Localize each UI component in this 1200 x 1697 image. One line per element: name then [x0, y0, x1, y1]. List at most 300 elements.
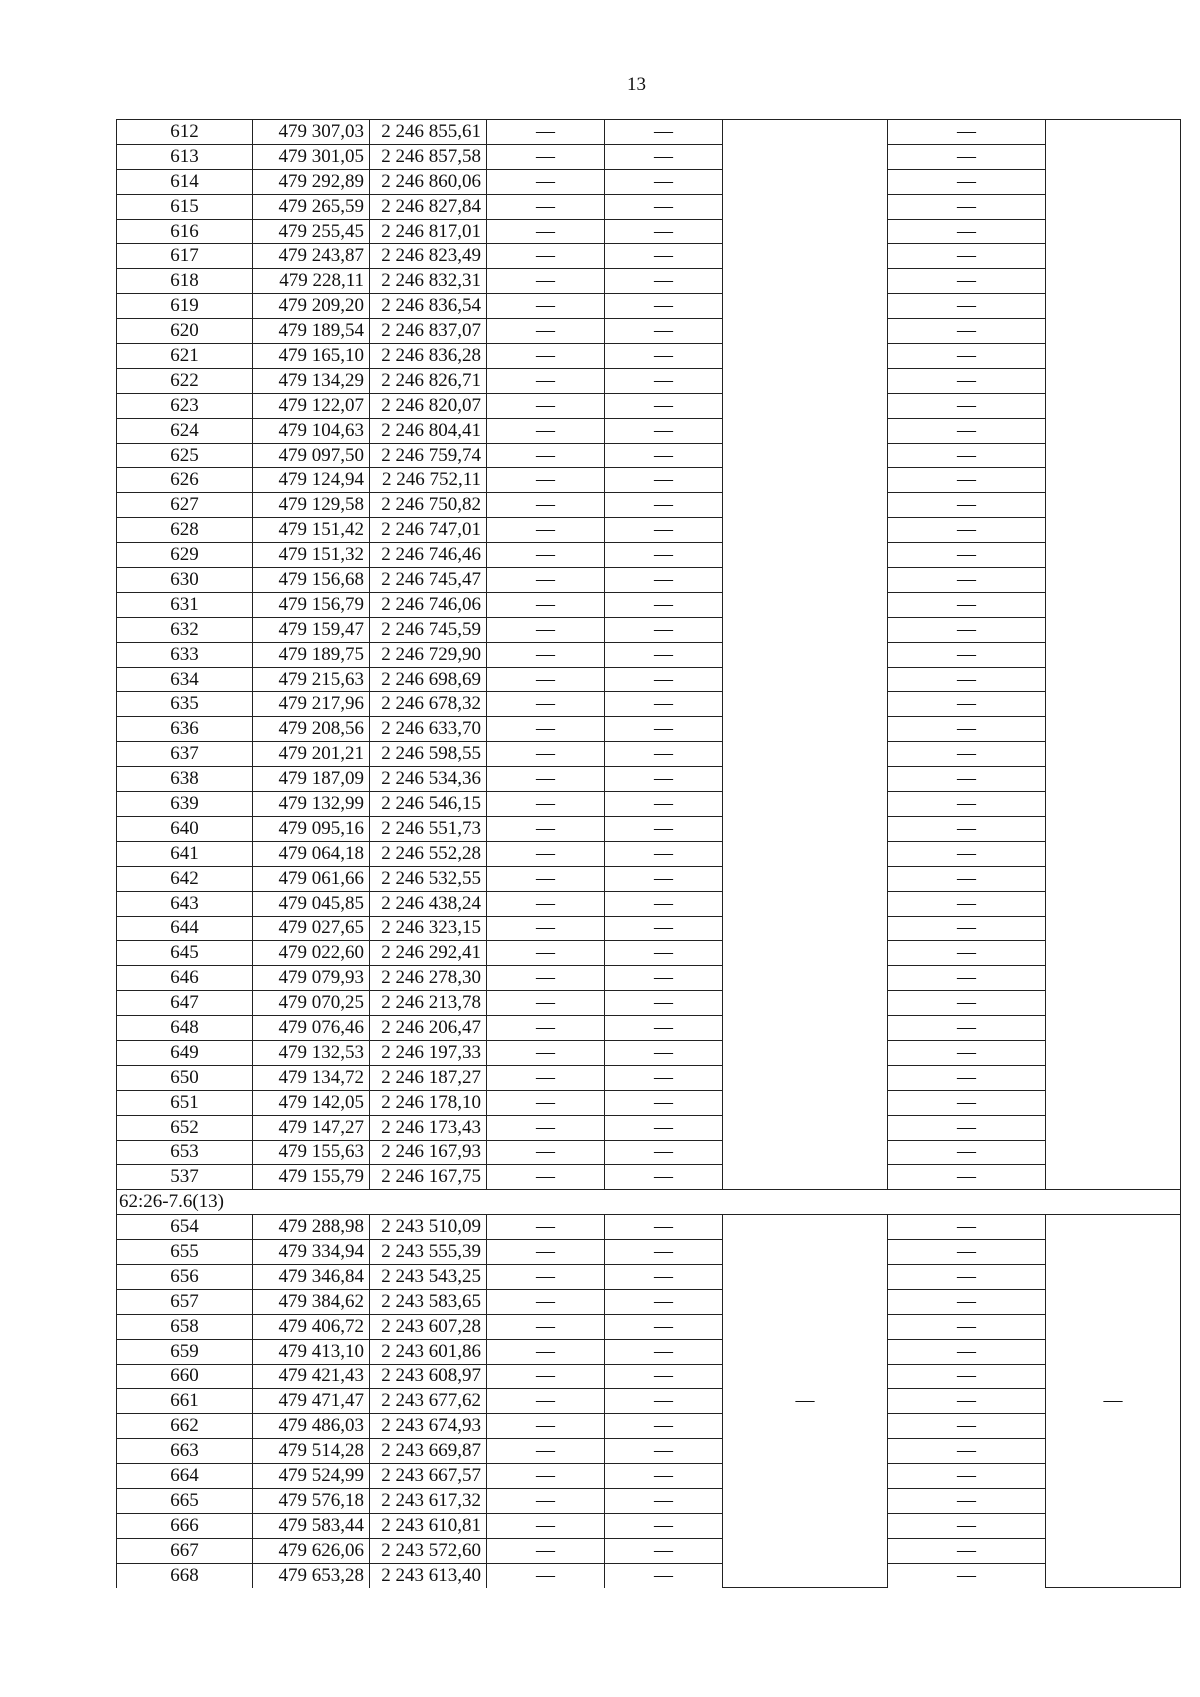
coord-y: 2 246 278,30	[370, 966, 487, 991]
table-row	[117, 866, 1181, 891]
point-number: 617	[117, 244, 253, 269]
point-number: 621	[117, 344, 253, 369]
dash-cell: —	[487, 1439, 605, 1464]
coord-x: 479 134,72	[253, 1065, 370, 1090]
coord-x: 479 346,84	[253, 1264, 370, 1289]
point-number: 641	[117, 841, 253, 866]
dash-cell: —	[888, 169, 1046, 194]
point-number: 640	[117, 816, 253, 841]
dash-cell: —	[487, 319, 605, 344]
table-row	[117, 1563, 1181, 1587]
point-number: 628	[117, 518, 253, 543]
point-number: 664	[117, 1464, 253, 1489]
table-row	[117, 991, 1181, 1016]
table-row	[117, 443, 1181, 468]
dash-cell: —	[605, 966, 723, 991]
table-row	[117, 518, 1181, 543]
dash-cell: —	[605, 543, 723, 568]
coord-x: 479 027,65	[253, 916, 370, 941]
dash-cell: —	[605, 792, 723, 817]
coord-y: 2 243 601,86	[370, 1339, 487, 1364]
coord-x: 479 159,47	[253, 617, 370, 642]
dash-cell: —	[888, 991, 1046, 1016]
coord-y: 2 246 804,41	[370, 418, 487, 443]
coord-x: 479 155,63	[253, 1140, 370, 1165]
coord-x: 479 151,32	[253, 543, 370, 568]
dash-cell: —	[605, 169, 723, 194]
dash-cell: —	[487, 368, 605, 393]
coord-x: 479 134,29	[253, 368, 370, 393]
dash-cell: —	[605, 841, 723, 866]
coord-x: 479 626,06	[253, 1538, 370, 1563]
merged-cell: —	[723, 1215, 888, 1588]
dash-cell: —	[487, 1339, 605, 1364]
point-number: 612	[117, 120, 253, 145]
dash-cell: —	[487, 194, 605, 219]
coord-y: 2 243 608,97	[370, 1364, 487, 1389]
table-row	[117, 493, 1181, 518]
point-number: 627	[117, 493, 253, 518]
dash-cell: —	[487, 1389, 605, 1414]
dash-cell: —	[487, 1538, 605, 1563]
dash-cell: —	[605, 1314, 723, 1339]
dash-cell: —	[487, 1165, 605, 1190]
dash-cell: —	[888, 1016, 1046, 1041]
coord-x: 479 576,18	[253, 1488, 370, 1513]
coord-x: 479 151,42	[253, 518, 370, 543]
coord-y: 2 246 836,28	[370, 344, 487, 369]
coord-x: 479 097,50	[253, 443, 370, 468]
dash-cell: —	[605, 1065, 723, 1090]
table-row	[117, 1538, 1181, 1563]
point-number: 662	[117, 1414, 253, 1439]
point-number: 650	[117, 1065, 253, 1090]
coord-y: 2 246 836,54	[370, 294, 487, 319]
table-row	[117, 393, 1181, 418]
dash-cell: —	[487, 219, 605, 244]
coord-x: 479 201,21	[253, 742, 370, 767]
coord-y: 2 246 187,27	[370, 1065, 487, 1090]
coord-x: 479 165,10	[253, 344, 370, 369]
table-row	[117, 1364, 1181, 1389]
dash-cell: —	[888, 1215, 1046, 1240]
table-row	[117, 319, 1181, 344]
dash-cell: —	[605, 742, 723, 767]
coord-x: 479 288,98	[253, 1215, 370, 1240]
point-number: 644	[117, 916, 253, 941]
point-number: 651	[117, 1090, 253, 1115]
dash-cell: —	[605, 891, 723, 916]
coord-y: 2 246 827,84	[370, 194, 487, 219]
dash-cell: —	[487, 244, 605, 269]
coord-x: 479 243,87	[253, 244, 370, 269]
dash-cell: —	[888, 1414, 1046, 1439]
coord-y: 2 246 857,58	[370, 144, 487, 169]
dash-cell: —	[605, 1115, 723, 1140]
table-row	[117, 592, 1181, 617]
coord-y: 2 246 551,73	[370, 816, 487, 841]
coord-y: 2 243 607,28	[370, 1314, 487, 1339]
table-row	[117, 1264, 1181, 1289]
section-heading-row	[117, 1190, 1181, 1215]
dash-cell: —	[888, 219, 1046, 244]
coord-x: 479 307,03	[253, 120, 370, 145]
coord-x: 479 228,11	[253, 269, 370, 294]
dash-cell: —	[888, 667, 1046, 692]
dash-cell: —	[605, 667, 723, 692]
coord-x: 479 187,09	[253, 767, 370, 792]
table-row	[117, 1115, 1181, 1140]
dash-cell: —	[487, 568, 605, 593]
dash-cell: —	[605, 1563, 723, 1587]
dash-cell: —	[605, 568, 723, 593]
table-row	[117, 1040, 1181, 1065]
point-number: 645	[117, 941, 253, 966]
coord-y: 2 246 752,11	[370, 468, 487, 493]
table-row	[117, 667, 1181, 692]
coord-x: 479 215,63	[253, 667, 370, 692]
coord-x: 479 413,10	[253, 1339, 370, 1364]
point-number: 616	[117, 219, 253, 244]
table-row	[117, 816, 1181, 841]
table-body	[117, 120, 1181, 1588]
dash-cell: —	[605, 767, 723, 792]
dash-cell: —	[605, 1264, 723, 1289]
dash-cell: —	[605, 1240, 723, 1265]
dash-cell: —	[487, 468, 605, 493]
point-number: 629	[117, 543, 253, 568]
dash-cell: —	[487, 767, 605, 792]
point-number: 636	[117, 717, 253, 742]
point-number: 658	[117, 1314, 253, 1339]
coord-y: 2 246 759,74	[370, 443, 487, 468]
dash-cell: —	[487, 1040, 605, 1065]
table-row	[117, 194, 1181, 219]
point-number: 655	[117, 1240, 253, 1265]
dash-cell: —	[888, 1439, 1046, 1464]
coord-x: 479 653,28	[253, 1563, 370, 1587]
coord-x: 479 156,68	[253, 568, 370, 593]
dash-cell: —	[487, 941, 605, 966]
dash-cell: —	[605, 319, 723, 344]
coord-x: 479 156,79	[253, 592, 370, 617]
dash-cell: —	[487, 792, 605, 817]
table-row	[117, 219, 1181, 244]
table-row	[117, 1513, 1181, 1538]
coord-y: 2 246 197,33	[370, 1040, 487, 1065]
dash-cell: —	[605, 120, 723, 145]
dash-cell: —	[487, 120, 605, 145]
dash-cell: —	[605, 1389, 723, 1414]
table-row	[117, 344, 1181, 369]
coord-y: 2 246 438,24	[370, 891, 487, 916]
coord-x: 479 384,62	[253, 1289, 370, 1314]
coord-x: 479 217,96	[253, 692, 370, 717]
point-number: 652	[117, 1115, 253, 1140]
dash-cell: —	[605, 493, 723, 518]
table-row	[117, 1464, 1181, 1489]
point-number: 614	[117, 169, 253, 194]
coord-x: 479 524,99	[253, 1464, 370, 1489]
point-number: 619	[117, 294, 253, 319]
dash-cell: —	[605, 642, 723, 667]
dash-cell: —	[487, 991, 605, 1016]
dash-cell: —	[888, 841, 1046, 866]
coord-y: 2 243 617,32	[370, 1488, 487, 1513]
dash-cell: —	[888, 368, 1046, 393]
dash-cell: —	[605, 1364, 723, 1389]
coord-x: 479 471,47	[253, 1389, 370, 1414]
table-row	[117, 1140, 1181, 1165]
dash-cell: —	[487, 891, 605, 916]
point-number: 537	[117, 1165, 253, 1190]
dash-cell: —	[605, 194, 723, 219]
table-row	[117, 294, 1181, 319]
coord-x: 479 129,58	[253, 493, 370, 518]
dash-cell: —	[888, 1488, 1046, 1513]
dash-cell: —	[888, 1563, 1046, 1587]
coord-y: 2 246 323,15	[370, 916, 487, 941]
dash-cell: —	[888, 1240, 1046, 1265]
dash-cell: —	[487, 1065, 605, 1090]
point-number: 665	[117, 1488, 253, 1513]
point-number: 663	[117, 1439, 253, 1464]
dash-cell: —	[605, 294, 723, 319]
coord-x: 479 406,72	[253, 1314, 370, 1339]
dash-cell: —	[605, 1016, 723, 1041]
coord-y: 2 246 292,41	[370, 941, 487, 966]
coord-y: 2 246 750,82	[370, 493, 487, 518]
dash-cell: —	[605, 1090, 723, 1115]
coord-y: 2 246 167,93	[370, 1140, 487, 1165]
dash-cell: —	[605, 866, 723, 891]
dash-cell: —	[487, 742, 605, 767]
dash-cell: —	[605, 592, 723, 617]
dash-cell: —	[888, 866, 1046, 891]
coord-y: 2 246 206,47	[370, 1016, 487, 1041]
table-row	[117, 891, 1181, 916]
coord-y: 2 246 817,01	[370, 219, 487, 244]
dash-cell: —	[487, 1215, 605, 1240]
dash-cell: —	[487, 617, 605, 642]
dash-cell: —	[487, 1364, 605, 1389]
coord-y: 2 246 745,47	[370, 568, 487, 593]
point-number: 635	[117, 692, 253, 717]
dash-cell: —	[888, 269, 1046, 294]
dash-cell: —	[888, 916, 1046, 941]
dash-cell: —	[487, 443, 605, 468]
dash-cell: —	[487, 144, 605, 169]
coord-x: 479 208,56	[253, 717, 370, 742]
dash-cell: —	[888, 518, 1046, 543]
point-number: 653	[117, 1140, 253, 1165]
table-row	[117, 120, 1181, 145]
coord-x: 479 076,46	[253, 1016, 370, 1041]
dash-cell: —	[487, 269, 605, 294]
coord-y: 2 246 698,69	[370, 667, 487, 692]
coord-y: 2 243 669,87	[370, 1439, 487, 1464]
dash-cell: —	[487, 1016, 605, 1041]
coord-y: 2 246 546,15	[370, 792, 487, 817]
table-row	[117, 966, 1181, 991]
coord-y: 2 246 532,55	[370, 866, 487, 891]
coord-y: 2 243 613,40	[370, 1563, 487, 1587]
coord-x: 479 421,43	[253, 1364, 370, 1389]
dash-cell: —	[888, 244, 1046, 269]
dash-cell: —	[888, 294, 1046, 319]
dash-cell: —	[888, 120, 1046, 145]
dash-cell: —	[605, 144, 723, 169]
dash-cell: —	[487, 667, 605, 692]
point-number: 642	[117, 866, 253, 891]
point-number: 620	[117, 319, 253, 344]
table-row	[117, 692, 1181, 717]
point-number: 637	[117, 742, 253, 767]
coord-y: 2 243 610,81	[370, 1513, 487, 1538]
table-row	[117, 1314, 1181, 1339]
dash-cell: —	[888, 1165, 1046, 1190]
coord-x: 479 061,66	[253, 866, 370, 891]
coord-x: 479 583,44	[253, 1513, 370, 1538]
table-row	[117, 916, 1181, 941]
page-number: 13	[627, 74, 646, 95]
table-row	[117, 1414, 1181, 1439]
table-row	[117, 1488, 1181, 1513]
coord-y: 2 246 745,59	[370, 617, 487, 642]
point-number: 647	[117, 991, 253, 1016]
coordinates-table	[116, 119, 1181, 1588]
coord-x: 479 045,85	[253, 891, 370, 916]
dash-cell: —	[487, 1513, 605, 1538]
dash-cell: —	[888, 792, 1046, 817]
dash-cell: —	[888, 493, 1046, 518]
dash-cell: —	[605, 368, 723, 393]
coord-y: 2 243 674,93	[370, 1414, 487, 1439]
coord-y: 2 243 555,39	[370, 1240, 487, 1265]
table-row	[117, 1016, 1181, 1041]
table-row	[117, 418, 1181, 443]
point-number: 633	[117, 642, 253, 667]
table-row	[117, 841, 1181, 866]
point-number: 615	[117, 194, 253, 219]
dash-cell: —	[605, 244, 723, 269]
dash-cell: —	[888, 1464, 1046, 1489]
dash-cell: —	[487, 1488, 605, 1513]
point-number: 666	[117, 1513, 253, 1538]
table-row	[117, 1215, 1181, 1240]
dash-cell: —	[605, 1215, 723, 1240]
dash-cell: —	[605, 1339, 723, 1364]
point-number: 646	[117, 966, 253, 991]
dash-cell: —	[605, 816, 723, 841]
dash-cell: —	[487, 692, 605, 717]
point-number: 656	[117, 1264, 253, 1289]
dash-cell: —	[888, 1339, 1046, 1364]
dash-cell: —	[605, 344, 723, 369]
dash-cell: —	[605, 916, 723, 941]
dash-cell: —	[888, 1364, 1046, 1389]
dash-cell: —	[888, 194, 1046, 219]
dash-cell: —	[487, 543, 605, 568]
dash-cell: —	[487, 493, 605, 518]
dash-cell: —	[487, 1140, 605, 1165]
coord-y: 2 246 826,71	[370, 368, 487, 393]
dash-cell: —	[888, 418, 1046, 443]
dash-cell: —	[605, 418, 723, 443]
table-row	[117, 368, 1181, 393]
point-number: 624	[117, 418, 253, 443]
coord-y: 2 246 746,06	[370, 592, 487, 617]
dash-cell: —	[605, 941, 723, 966]
coord-x: 479 292,89	[253, 169, 370, 194]
coord-y: 2 246 832,31	[370, 269, 487, 294]
point-number: 613	[117, 144, 253, 169]
dash-cell: —	[888, 891, 1046, 916]
dash-cell: —	[487, 518, 605, 543]
dash-cell: —	[888, 767, 1046, 792]
dash-cell: —	[487, 393, 605, 418]
point-number: 632	[117, 617, 253, 642]
dash-cell: —	[605, 1414, 723, 1439]
coord-x: 479 104,63	[253, 418, 370, 443]
point-number: 622	[117, 368, 253, 393]
dash-cell: —	[487, 169, 605, 194]
coord-x: 479 124,94	[253, 468, 370, 493]
dash-cell: —	[605, 717, 723, 742]
coord-y: 2 246 633,70	[370, 717, 487, 742]
dash-cell: —	[888, 816, 1046, 841]
dash-cell: —	[487, 1240, 605, 1265]
dash-cell: —	[888, 692, 1046, 717]
point-number: 639	[117, 792, 253, 817]
table-row	[117, 1090, 1181, 1115]
coord-x: 479 189,75	[253, 642, 370, 667]
coord-x: 479 095,16	[253, 816, 370, 841]
table-row	[117, 144, 1181, 169]
table-row	[117, 941, 1181, 966]
dash-cell: —	[888, 144, 1046, 169]
coord-y: 2 246 729,90	[370, 642, 487, 667]
table-row	[117, 169, 1181, 194]
coord-x: 479 022,60	[253, 941, 370, 966]
table-row	[117, 543, 1181, 568]
dash-cell: —	[605, 617, 723, 642]
point-number: 660	[117, 1364, 253, 1389]
table-row	[117, 269, 1181, 294]
table-row	[117, 767, 1181, 792]
coord-y: 2 246 178,10	[370, 1090, 487, 1115]
dash-cell: —	[487, 642, 605, 667]
dash-cell: —	[605, 1040, 723, 1065]
dash-cell: —	[605, 1439, 723, 1464]
dash-cell: —	[888, 393, 1046, 418]
merged-cell: —	[1046, 1215, 1181, 1588]
dash-cell: —	[888, 1538, 1046, 1563]
dash-cell: —	[888, 468, 1046, 493]
table-row	[117, 717, 1181, 742]
coord-x: 479 070,25	[253, 991, 370, 1016]
dash-cell: —	[605, 1464, 723, 1489]
table-row	[117, 1339, 1181, 1364]
coord-y: 2 246 823,49	[370, 244, 487, 269]
point-number: 626	[117, 468, 253, 493]
point-number: 657	[117, 1289, 253, 1314]
table-row	[117, 617, 1181, 642]
coord-x: 479 209,20	[253, 294, 370, 319]
table-row	[117, 1389, 1181, 1414]
coord-y: 2 246 747,01	[370, 518, 487, 543]
dash-cell: —	[487, 344, 605, 369]
